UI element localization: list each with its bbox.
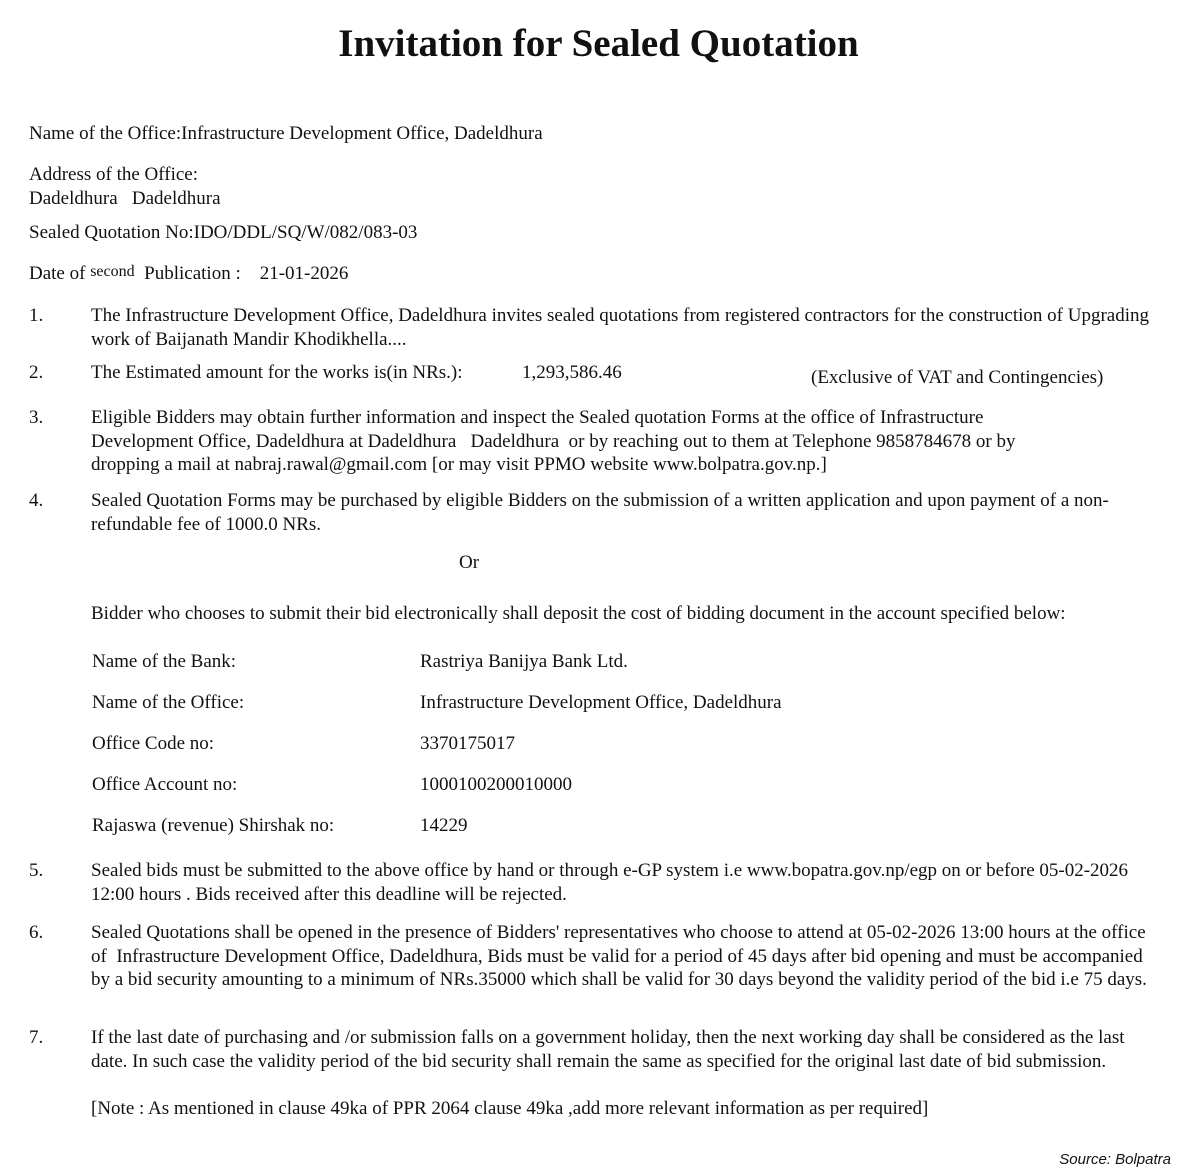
clause-number: 7.	[29, 1027, 44, 1048]
office-name: Name of the Office:Infrastructure Development Office, Dadeldhura	[29, 123, 543, 144]
clause-text: The Estimated amount for the works is(in NRs.):	[91, 362, 463, 383]
bank-value: 3370175017	[420, 733, 515, 754]
or-separator: Or	[459, 552, 480, 573]
publication-date: 21-01-2026	[259, 263, 349, 284]
clause-text: Eligible Bidders may obtain further information and inspect the Sealed quotation Forms at the office of Infrastructure Development Office, Dadeldhura at Dadeldhura Dadeldhura or by reaching out to them at Telephone 9858784678 or by dropping a mail at nabraj.rawal@gmail.com [or may visit PPMO website www.bolpatra.gov.np.]	[91, 407, 1021, 475]
publication-date-line	[29, 262, 348, 287]
clause-number: 6.	[29, 922, 44, 943]
source-credit: Source: Bolpatra	[1059, 1151, 1171, 1168]
bank-label: Name of the Office:	[92, 692, 245, 713]
amount-note: (Exclusive of VAT and Contingencies)	[811, 367, 1104, 388]
clause-number: 4.	[29, 490, 44, 511]
clause-note: [Note : As mentioned in clause 49ka of PPR 2064 clause 49ka ,add more relevant information as per required]	[91, 1098, 929, 1119]
address-value: Dadeldhura Dadeldhura	[29, 188, 221, 209]
clause-text: If the last date of purchasing and /or submission falls on a government holiday, then the next working day shall be considered as the last date. In such case the validity period of the bid security shall remain the same as specified for the original last date of bid submission.	[91, 1027, 1125, 1072]
bank-value: Infrastructure Development Office, Dadeldhura	[420, 692, 782, 713]
clause-number: 5.	[29, 860, 44, 881]
bank-value: 14229	[420, 815, 468, 836]
clause-text: Sealed Quotation Forms may be purchased by eligible Bidders on the submission of a written application and upon payment of a non-refundable fee of 1000.0 NRs.	[91, 490, 1109, 535]
clause-number: 3.	[29, 407, 44, 428]
page-title: Invitation for Sealed Quotation	[338, 22, 859, 65]
clause-text: The Infrastructure Development Office, Dadeldhura invites sealed quotations from registered contractors for the construction of Upgrading work of Baijanath Mandir Khodikhella....	[91, 305, 1150, 350]
clause-text: Sealed Quotations shall be opened in the presence of Bidders' representatives who choose to attend at 05-02-2026 13:00 hours at the office of Infrastructure Development Office, Dadeldhura, Bids must be valid for a period of 45 days after bid opening and must be accompanied by a bid security amounting to a minimum of NRs.35000 which shall be valid for 30 days beyond the validity period of the bid i.e 75 days.	[91, 922, 1151, 990]
publication-second: second	[90, 263, 135, 280]
estimated-amount: 1,293,586.46	[522, 362, 622, 383]
quotation-number: Sealed Quotation No:IDO/DDL/SQ/W/082/083-03	[29, 222, 418, 243]
bank-value: Rastriya Banijya Bank Ltd.	[420, 651, 628, 672]
clause-number: 1.	[29, 305, 44, 326]
electronic-deposit-text: Bidder who chooses to submit their bid electronically shall deposit the cost of bidding document in the account specified below:	[91, 603, 1066, 624]
publication-prefix: Date of	[29, 263, 86, 284]
bank-value: 1000100200010000	[420, 774, 572, 795]
bank-label: Office Code no:	[92, 733, 215, 754]
bank-label: Name of the Bank:	[92, 651, 237, 672]
publication-label: Publication :	[144, 263, 241, 284]
bank-label: Office Account no:	[92, 774, 238, 795]
address-label: Address of the Office:	[29, 164, 199, 185]
clause-number: 2.	[29, 362, 44, 383]
clause-text: Sealed bids must be submitted to the above office by hand or through e-GP system i.e www.bopatra.gov.np/egp on or before 05-02-2026 12:00 hours . Bids received after this deadline will be rejected.	[91, 860, 1129, 905]
bank-label: Rajaswa (revenue) Shirshak no:	[92, 815, 335, 836]
